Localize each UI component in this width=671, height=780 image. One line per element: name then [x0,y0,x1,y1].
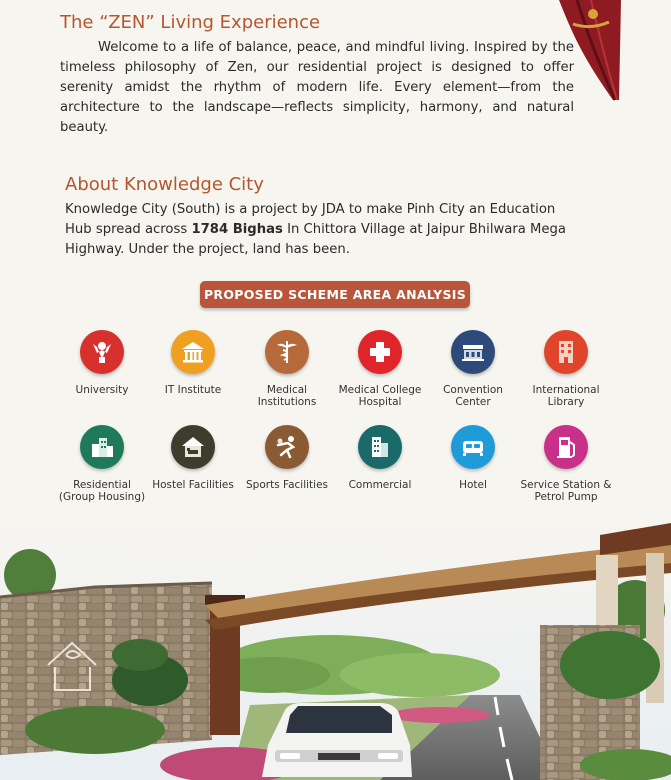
amenity-label: Medical Institutions [257,384,317,408]
fuel-pump-icon [544,425,588,469]
amenity-sports [240,425,334,491]
car-icon [262,703,412,777]
commercial-icon [358,425,402,469]
sports-icon [265,425,309,469]
amenity-label: Service Station & Petrol Pump [520,479,612,503]
zen-title: The “ZEN” Living Experience [60,12,321,33]
amenity-university [55,330,149,396]
amenity-medical-institutions [240,330,334,408]
about-text-2: In Chittora Village at Jaipur Bhilwara Mega Highway. Under the project, land has been. [65,222,566,257]
amenity-hostel [146,425,240,491]
amenities-grid [55,330,615,520]
amenity-label: Residential (Group Housing) [58,479,146,503]
about-bighas: 1784 Bighas [191,222,283,237]
medical-cross-icon [358,330,402,374]
amenity-hotel [426,425,520,491]
scheme-area-badge: PROPOSED SCHEME AREA ANALYSIS [200,281,470,308]
library-icon [544,330,588,374]
about-title: About Knowledge City [65,174,264,195]
about-paragraph [65,200,579,260]
amenity-convention-center [426,330,520,408]
amenity-label: Convention Center [443,384,503,408]
housing-icon [80,425,124,469]
amenity-label: International Library [532,384,600,408]
amenity-residential [55,425,149,503]
amenity-label: Commercial [348,479,412,491]
zen-paragraph: Welcome to a life of balance, peace, and mindful living. Inspired by the timeless philosophy of Zen, our residential project is designed to offer serenity amidst the rhythm of modern life. Every element—from the architecture to the landscape—reflects simplicity, harmony, and natural beauty. [60,40,574,135]
amenity-commercial [333,425,427,491]
amenity-medical-college-hospital [333,330,427,408]
amenity-label: Medical College Hospital [338,384,422,408]
building-icon [171,330,215,374]
amenity-service-station [519,425,613,503]
caduceus-icon [265,330,309,374]
about-text-1: Knowledge City (South) is a project by JDA to make Pinh City an Education Hub spread across [65,202,556,237]
amenity-label: IT Institute [164,384,222,396]
amenity-label: Hostel Facilities [152,479,234,491]
amenity-it-institute [146,330,240,396]
amenities-row-2 [55,425,615,520]
bed-icon [451,425,495,469]
graduate-icon [80,330,124,374]
entrance-gate-illustration [0,515,671,780]
amenity-international-library [519,330,613,408]
amenity-label: Hotel [459,479,487,491]
amenities-row-1 [55,330,615,425]
hostel-icon [171,425,215,469]
amenity-label: University [75,384,129,396]
convention-icon [451,330,495,374]
amenity-label: Sports Facilities [246,479,328,491]
